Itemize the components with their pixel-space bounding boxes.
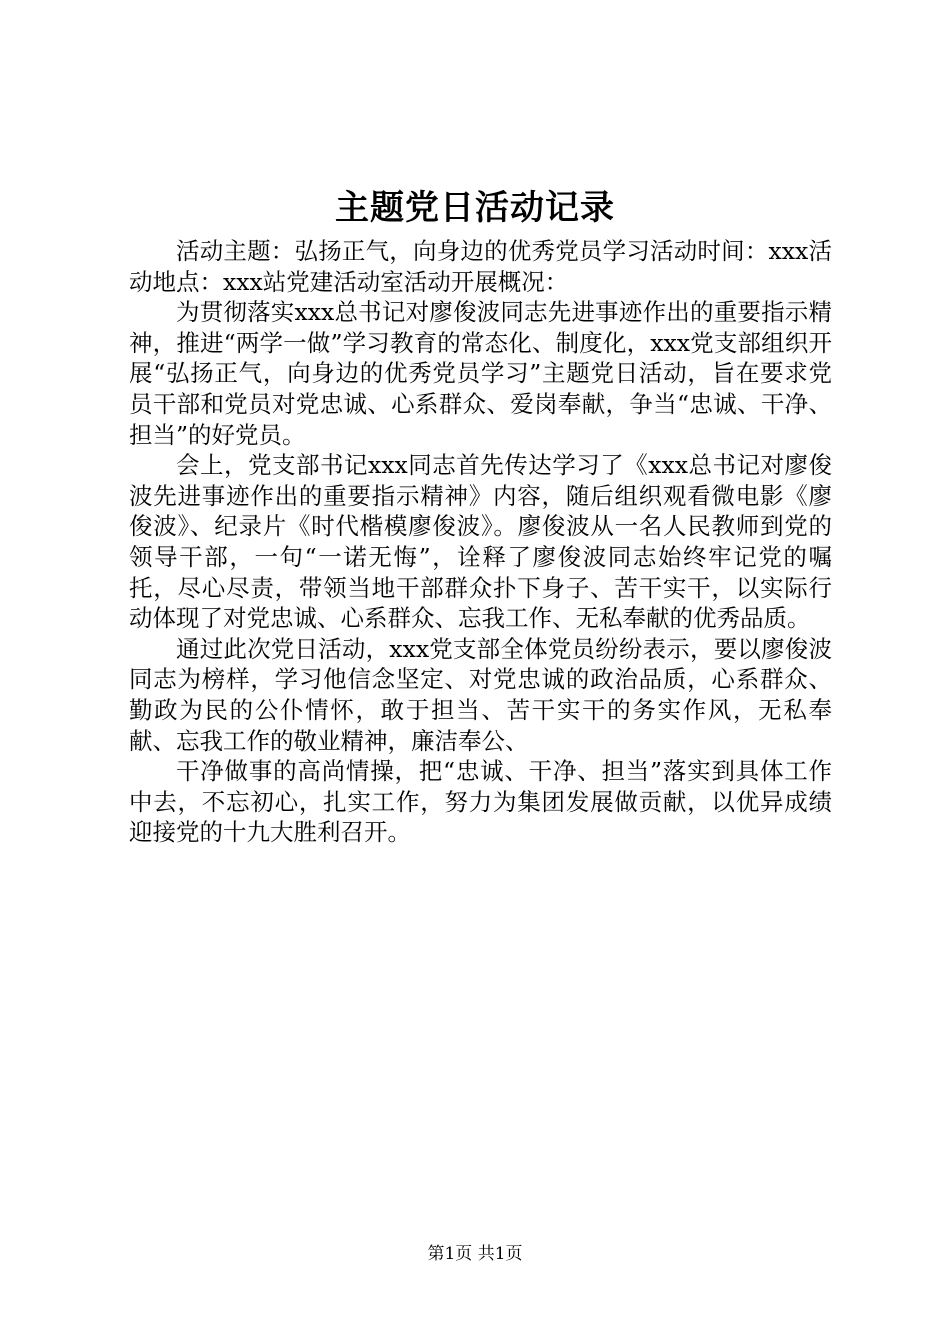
paragraph-activity-info: 活动主题：弘扬正气，向身边的优秀党员学习活动时间：xxx活动地点：xxx站党建活动室活动开展概况： (129, 237, 832, 296)
paragraph-purpose: 为贯彻落实xxx总书记对廖俊波同志先进事迹作出的重要指示精神，推进“两学一做”学习教育的常态化、制度化，xxx党支部组织开展“弘扬正气，向身边的优秀党员学习”主题党日活动，旨在要求党员干部和党员对党忠诚、心系群众、爱岗奉献，争当“忠诚、干净、担当”的好党员。 (129, 298, 832, 449)
document-title: 主题党日活动记录 (335, 188, 615, 228)
paragraph-meeting: 会上，党支部书记xxx同志首先传达学习了《xxx总书记对廖俊波先进事迹作出的重要指示精神》内容，随后组织观看微电影《廖俊波》、纪录片《时代楷模廖俊波》。廖俊波从一名人民教师到党的领导干部，一句“一诺无悔”，诠释了廖俊波同志始终牢记党的嘱托，尽心尽责，带领当地干部群众扑下身子、苦干实干，以实际行动体现了对党忠诚、心系群众、忘我工作、无私奉献的优秀品质。 (129, 451, 832, 633)
page-footer: 第1页 共1页 (427, 1244, 523, 1264)
document-body (129, 236, 832, 848)
paragraph-closing: 干净做事的高尚情操，把“忠诚、干净、担当”落实到具体工作中去，不忘初心，扎实工作，努力为集团发展做贡献，以优异成绩迎接党的十九大胜利召开。 (129, 757, 832, 847)
paragraph-conclusion: 通过此次党日活动，xxx党支部全体党员纷纷表示，要以廖俊波同志为榜样，学习他信念坚定、对党忠诚的政治品质，心系群众、勤政为民的公仆情怀，敢于担当、苦干实干的务实作风，无私奉献、忘我工作的敬业精神，廉洁奉公、 (129, 634, 832, 755)
